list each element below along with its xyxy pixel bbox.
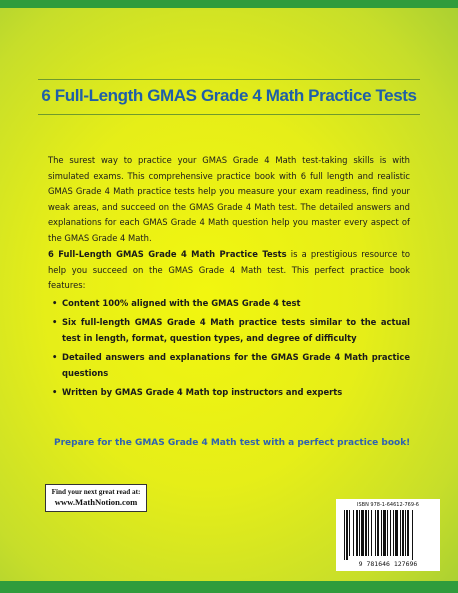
feature-list xyxy=(48,296,410,401)
feature-item: • Detailed answers and explanations for the GMAS Grade 4 Math practice questions xyxy=(48,350,410,381)
feature-item: • Content 100% aligned with the GMAS Grade 4 test xyxy=(48,296,410,312)
barcode-panel xyxy=(336,499,440,571)
description-paragraph-2-text: is a prestigious resource to help you succeed on the GMAS Grade 4 Math test. This perfect practice book features: xyxy=(48,249,411,290)
title-rule-top xyxy=(38,79,420,80)
cover-title: 6 Full-Length GMAS Grade 4 Math Practice Tests xyxy=(41,86,417,105)
bottom-green-bar xyxy=(0,581,458,593)
barcode-digits: 9 781646 127696 xyxy=(358,560,418,568)
feature-item: • Six full-length GMAS Grade 4 Math practice tests similar to the actual test in length, format, question types, and degree of difficulty xyxy=(48,315,410,346)
isbn-text: ISBN 978-1-64612-769-6 xyxy=(357,502,419,508)
description-paragraph-2 xyxy=(48,247,410,294)
promo-caption: Find your next great read at: xyxy=(51,488,141,496)
top-green-bar xyxy=(0,0,458,8)
promo-website-link[interactable]: www.MathNotion.com xyxy=(54,497,138,507)
description xyxy=(48,153,410,405)
title-rule-bottom xyxy=(38,114,420,115)
tagline: Prepare for the GMAS Grade 4 Math test with a perfect practice book! xyxy=(54,438,411,448)
promo-box xyxy=(45,484,147,512)
description-paragraph-1: The surest way to practice your GMAS Grade 4 Math test-taking skills is with simulated exams. This comprehensive practice book with 6 full length and realistic GMAS Grade 4 Math practice tests help you measure your exam readiness, find your weak areas, and succeed on the GMAS Grade 4 Math test. The detailed answers and explanations for each GMAS Grade 4 Math question help you master every aspect of the GMAS Grade 4 Math. xyxy=(48,155,410,243)
book-title-inline: 6 Full-Length GMAS Grade 4 Math Practice Tests xyxy=(48,249,287,259)
feature-item: • Written by GMAS Grade 4 Math top instructors and experts xyxy=(48,385,410,401)
barcode-icon xyxy=(342,510,434,560)
